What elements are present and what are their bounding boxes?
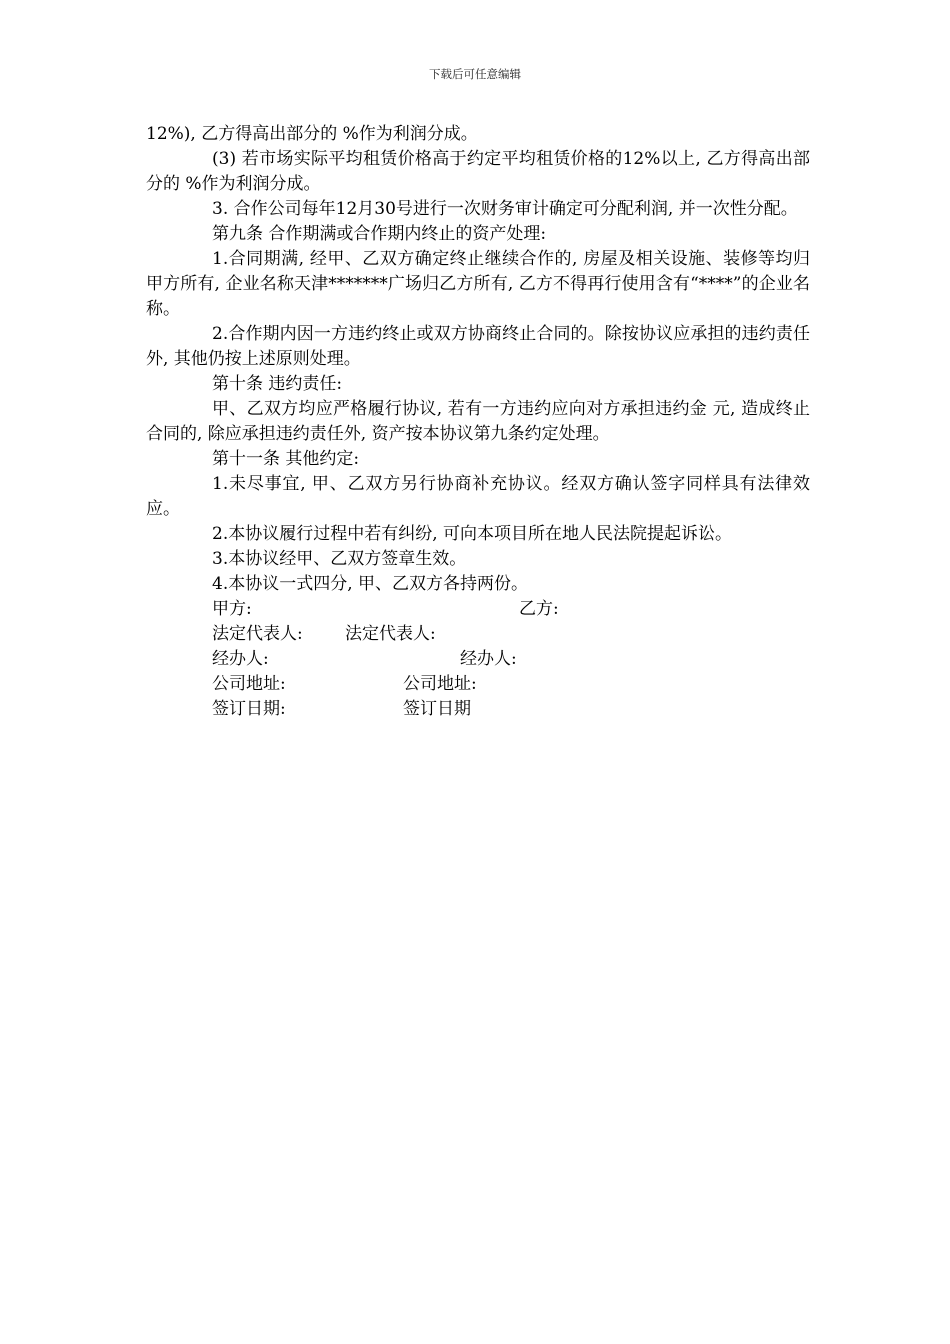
paragraph: 2.本协议履行过程中若有纠纷, 可向本项目所在地人民法院提起诉讼。 [212, 524, 733, 544]
signature-row-address [146, 672, 810, 697]
paragraph: 12%), 乙方得高出部分的 %作为利润分成。 [146, 124, 478, 144]
party-a-handler: 经办人: [212, 649, 269, 669]
party-a-date: 签订日期: [212, 699, 286, 719]
paragraph: 4.本协议一式四分, 甲、乙双方各持两份。 [212, 574, 529, 594]
paragraph: 1.未尽事宜, 甲、乙双方另行协商补充协议。经双方确认签字同样具有法律效应。 [146, 474, 810, 519]
paragraph: 2.合作期内因一方违约终止或双方协商终止合同的。除按协议应承担的违约责任外, 其他仍按上述原则处理。 [146, 324, 810, 369]
article-heading: 第十一条 其他约定: [212, 449, 360, 469]
party-a-legal-rep: 法定代表人: [212, 624, 303, 644]
party-b-date: 签订日期 [403, 699, 471, 719]
party-b-legal-rep: 法定代表人: [345, 624, 436, 644]
signature-row-legal-rep [146, 622, 810, 647]
party-a-address: 公司地址: [212, 674, 286, 694]
paragraph: (3) 若市场实际平均租赁价格高于约定平均租赁价格的12%以上, 乙方得高出部分的 %作为利润分成。 [146, 149, 810, 194]
paragraph: 3.本协议经甲、乙双方签章生效。 [212, 549, 467, 569]
article-heading: 第九条 合作期满或合作期内终止的资产处理: [212, 224, 547, 244]
signature-row-date [146, 697, 810, 722]
party-b-handler: 经办人: [460, 649, 517, 669]
article-heading: 第十条 违约责任: [212, 374, 343, 394]
party-b-label: 乙方: [519, 599, 559, 619]
page-header: 下载后可任意编辑 [429, 67, 521, 81]
signature-row-party [146, 597, 810, 622]
paragraph: 1.合同期满, 经甲、乙双方确定终止继续合作的, 房屋及相关设施、装修等均归甲方所有, 企业名称天津*******广场归乙方所有, 乙方不得再行使用含有“****”的企业名称。 [146, 249, 810, 319]
party-a-label: 甲方: [212, 599, 252, 619]
signature-row-handler [146, 647, 810, 672]
party-b-address: 公司地址: [403, 674, 477, 694]
paragraph: 3. 合作公司每年12月30号进行一次财务审计确定可分配利润, 并一次性分配。 [212, 199, 798, 219]
paragraph: 甲、乙双方均应严格履行协议, 若有一方违约应向对方承担违约金 元, 造成终止合同的, 除应承担违约责任外, 资产按本协议第九条约定处理。 [146, 399, 810, 444]
document-body [146, 122, 810, 722]
